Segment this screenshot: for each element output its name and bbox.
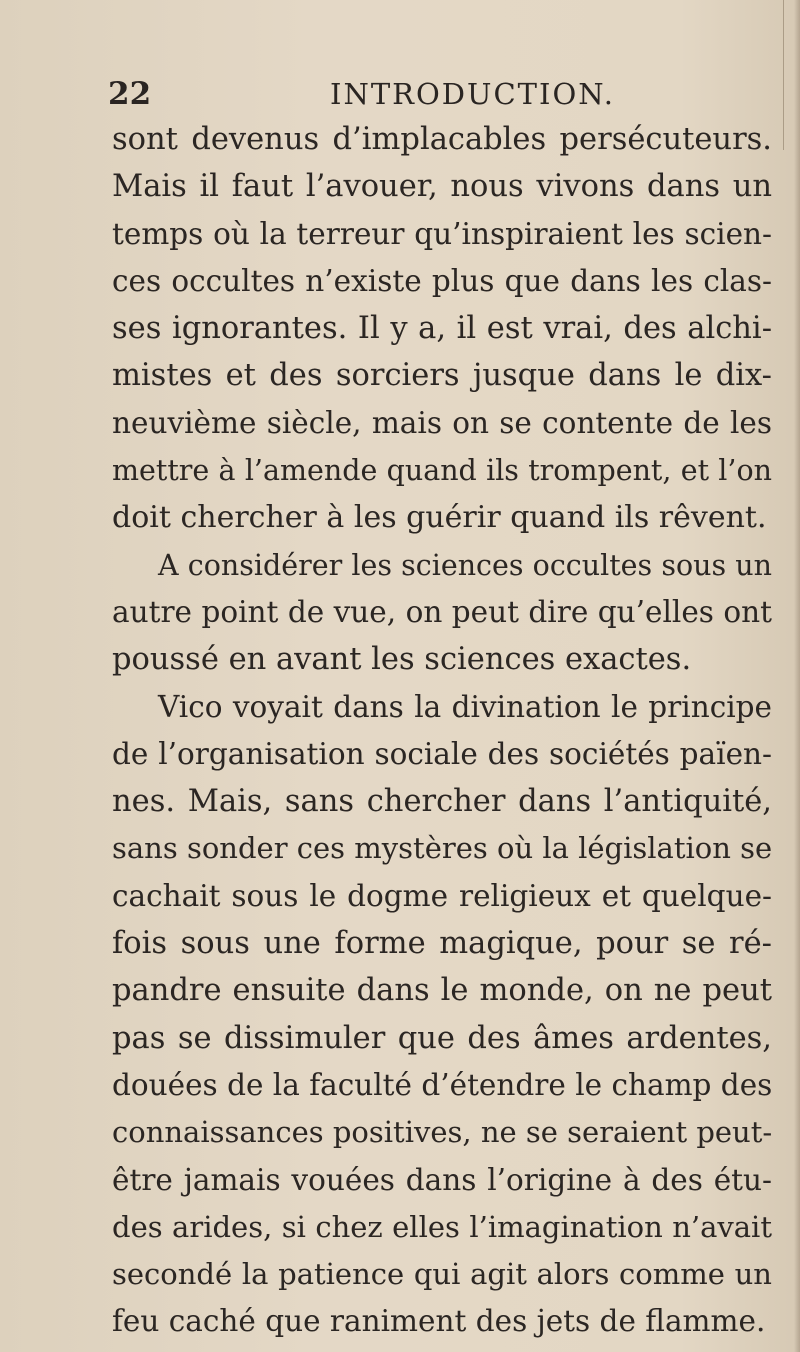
- text-line: secondé la patience qui agit alors comme un: [112, 1257, 772, 1292]
- page-edge-line: [783, 0, 784, 150]
- text-line: être jamais vouées dans l’origine à des étu-: [112, 1162, 772, 1197]
- text-line: Mais il faut l’avouer, nous vivons dans un: [112, 169, 772, 205]
- text-line: fois sous une forme magique, pour se ré-: [112, 926, 772, 962]
- text-line: temps où la terreur qu’inspiraient les scien-: [112, 216, 772, 251]
- text-line: mettre à l’amende quand ils trompent, et l’on: [112, 454, 772, 488]
- text-line: doit chercher à les guérir quand ils rêvent.: [112, 500, 767, 536]
- text-line: pandre ensuite dans le monde, on ne peut: [112, 973, 772, 1009]
- text-line: connaissances positives, ne se seraient peut-: [112, 1115, 773, 1150]
- text-line: des arides, si chez elles l’imagination n’avait: [112, 1209, 772, 1244]
- text-line: pas se dissimuler que des âmes ardentes,: [112, 1020, 772, 1056]
- text-line: de l’organisation sociale des sociétés païen-: [112, 736, 772, 771]
- text-line: sont devenus d’implacables persécuteurs.: [112, 122, 772, 157]
- text-line: neuvième siècle, mais on se contente de les: [112, 405, 772, 440]
- text-line: sans sonder ces mystères où la législation se: [112, 831, 773, 866]
- page-edge-shadow: [794, 0, 800, 1352]
- text-line: poussé en avant les sciences exactes.: [112, 642, 692, 678]
- text-line: feu caché que raniment des jets de flamme.: [112, 1304, 766, 1339]
- text-line: douées de la faculté d’étendre le champ des: [112, 1067, 773, 1102]
- running-head: [108, 74, 768, 114]
- text-line: A considérer les sciences occultes sous un: [158, 548, 772, 582]
- text-line: autre point de vue, on peut dire qu’elles ont: [112, 594, 772, 629]
- page-number: 22: [108, 76, 152, 112]
- text-line: Vico voyait dans la divination le principe: [158, 689, 772, 724]
- text-line: ses ignorantes. Il y a, il est vrai, des alchi-: [112, 311, 772, 347]
- section-title: INTRODUCTION.: [330, 77, 615, 111]
- text-line: cachait sous le dogme religieux et quelque-: [112, 878, 772, 913]
- body-text: [112, 116, 772, 1346]
- text-line: ces occultes n’existe plus que dans les clas-: [112, 263, 772, 298]
- text-line: nes. Mais, sans chercher dans l’antiquité,: [112, 784, 772, 820]
- text-line: mistes et des sorciers jusque dans le dix-: [112, 358, 772, 394]
